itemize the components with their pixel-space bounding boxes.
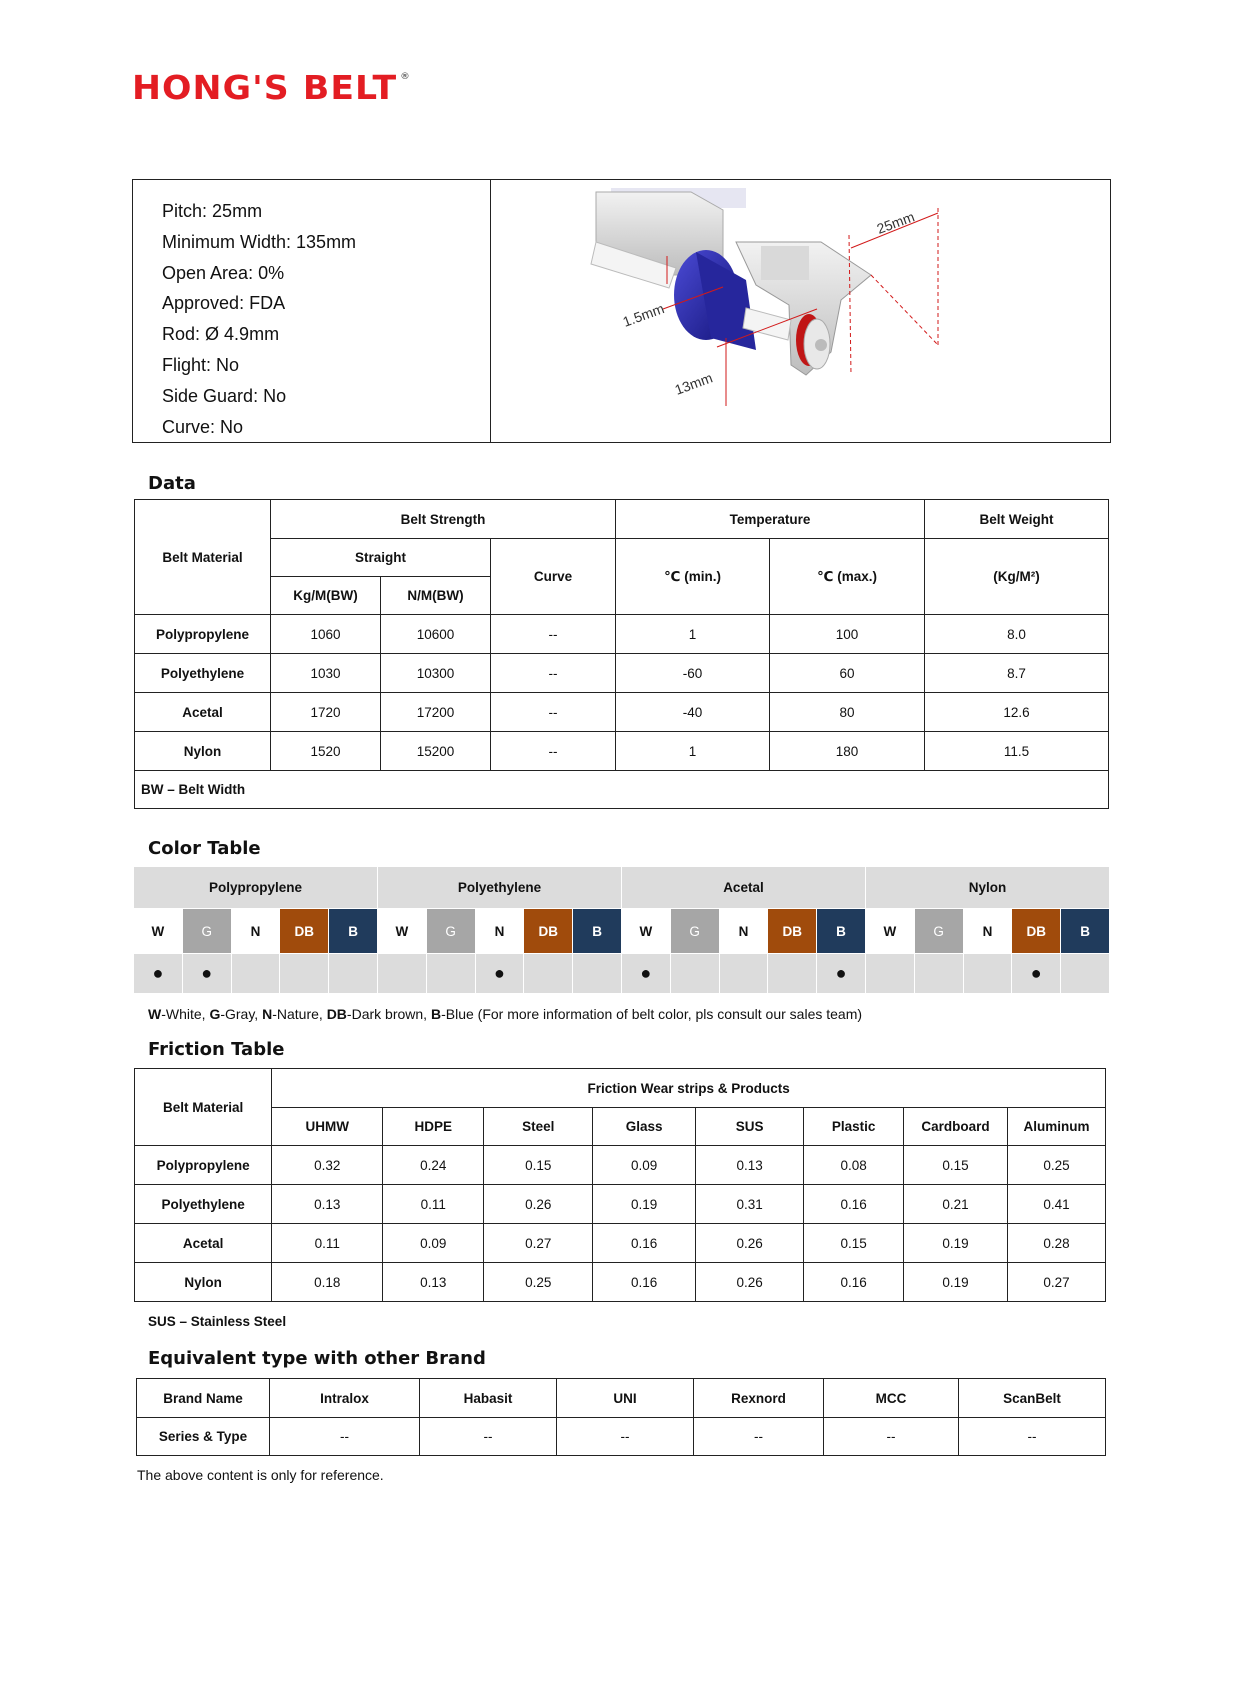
data-cell: 180	[770, 732, 925, 771]
data-cell: 1030	[271, 654, 381, 693]
equivalent-row-label: Series & Type	[137, 1418, 270, 1456]
friction-footnote: SUS – Stainless Steel	[148, 1314, 287, 1329]
availability-cell	[914, 954, 963, 994]
header-temp-max: ℃ (max.)	[770, 539, 925, 615]
data-cell: 11.5	[925, 732, 1109, 771]
legend-text: -Nature,	[272, 1006, 327, 1022]
spec-label: Approved	[162, 293, 240, 314]
friction-cell: 0.26	[696, 1263, 804, 1302]
color-code-n: N	[475, 909, 524, 954]
color-code-w: W	[134, 909, 183, 954]
legend-text: -Dark brown,	[346, 1006, 431, 1022]
availability-cell	[573, 954, 622, 994]
data-cell: 1720	[271, 693, 381, 732]
spec-box	[132, 179, 1111, 443]
friction-cell: 0.26	[484, 1185, 593, 1224]
header-curve: Curve	[491, 539, 616, 615]
availability-cell	[768, 954, 817, 994]
belt-module-illustration	[491, 180, 1111, 442]
color-section-title: Color Table	[148, 838, 261, 859]
legend-code: B	[430, 1006, 442, 1022]
data-cell: 1	[616, 732, 770, 771]
spec-separator: :	[206, 354, 217, 375]
data-cell: -60	[616, 654, 770, 693]
legend-code: N	[262, 1006, 273, 1022]
header-n-per-m: N/M(BW)	[381, 577, 491, 615]
color-code-w: W	[865, 909, 914, 954]
friction-cell: 0.16	[804, 1185, 904, 1224]
series-type-cell: --	[694, 1418, 824, 1456]
friction-cell: 0.16	[593, 1224, 696, 1263]
data-footnote: BW – Belt Width	[135, 771, 1109, 809]
color-table	[133, 866, 1110, 994]
data-row	[135, 732, 1109, 771]
header-belt-weight: Belt Weight	[925, 500, 1109, 539]
brand-name: HONG'S BELT	[132, 68, 398, 107]
data-cell: --	[491, 693, 616, 732]
color-code-db: DB	[768, 909, 817, 954]
friction-column-header: Plastic	[804, 1108, 904, 1146]
available-mark: ●	[621, 954, 670, 994]
color-code-g: G	[914, 909, 963, 954]
brand-name-cell: UNI	[557, 1379, 694, 1418]
friction-cell: 0.16	[804, 1263, 904, 1302]
registered-mark: ®	[400, 72, 411, 82]
friction-cell: 0.13	[383, 1263, 484, 1302]
data-cell: 15200	[381, 732, 491, 771]
brand-name-cell: MCC	[824, 1379, 959, 1418]
availability-cell	[1061, 954, 1110, 994]
data-row	[135, 693, 1109, 732]
material-name: Polypropylene	[135, 1146, 272, 1185]
color-code-db: DB	[280, 909, 329, 954]
color-code-b: B	[573, 909, 622, 954]
friction-header-group: Friction Wear strips & Products	[272, 1069, 1106, 1108]
friction-cell: 0.08	[804, 1146, 904, 1185]
data-cell: --	[491, 654, 616, 693]
color-group-header: Polyethylene	[377, 867, 621, 909]
series-type-cell: --	[824, 1418, 959, 1456]
spec-item	[162, 412, 490, 443]
legend-code: W	[148, 1006, 162, 1022]
disclaimer: The above content is only for reference.	[137, 1467, 384, 1483]
availability-cell	[280, 954, 329, 994]
data-cell: 1520	[271, 732, 381, 771]
spec-separator: :	[195, 324, 206, 345]
data-cell: -40	[616, 693, 770, 732]
brand-logo	[132, 68, 411, 107]
equivalent-table	[136, 1378, 1106, 1456]
color-code-g: G	[182, 909, 231, 954]
friction-cell: 0.15	[484, 1146, 593, 1185]
legend-text: -Blue (For more information of belt color, pls consult our sales team)	[441, 1006, 863, 1022]
color-code-b: B	[1061, 909, 1110, 954]
friction-column-header: Aluminum	[1007, 1108, 1105, 1146]
availability-cell	[231, 954, 280, 994]
availability-cell	[377, 954, 426, 994]
friction-cell: 0.27	[1007, 1263, 1105, 1302]
color-group-row	[134, 867, 1110, 909]
spec-label: Minimum Width	[162, 231, 287, 252]
material-name: Acetal	[135, 693, 271, 732]
spec-item	[162, 350, 490, 381]
friction-row	[135, 1224, 1106, 1263]
friction-cell: 0.09	[383, 1224, 484, 1263]
spec-separator: :	[248, 262, 259, 283]
data-cell: --	[491, 732, 616, 771]
spec-separator: :	[239, 293, 250, 314]
color-availability-row	[134, 954, 1110, 994]
friction-cell: 0.31	[696, 1185, 804, 1224]
color-code-w: W	[377, 909, 426, 954]
color-legend	[148, 1006, 862, 1022]
data-row	[135, 615, 1109, 654]
spec-item	[162, 288, 490, 319]
spec-separator: :	[286, 231, 297, 252]
availability-cell	[426, 954, 475, 994]
spec-separator: :	[202, 201, 213, 221]
material-name: Polyethylene	[135, 1185, 272, 1224]
friction-cell: 0.21	[904, 1185, 1008, 1224]
data-cell: 1	[616, 615, 770, 654]
series-type-cell: --	[557, 1418, 694, 1456]
brand-name-cell: Habasit	[420, 1379, 557, 1418]
friction-column-header: Glass	[593, 1108, 696, 1146]
friction-cell: 0.26	[696, 1224, 804, 1263]
material-name: Polyethylene	[135, 654, 271, 693]
spec-item	[162, 319, 490, 350]
legend-code: DB	[326, 1006, 347, 1022]
data-cell: 1060	[271, 615, 381, 654]
friction-cell: 0.15	[904, 1146, 1008, 1185]
data-cell: 100	[770, 615, 925, 654]
color-code-w: W	[621, 909, 670, 954]
color-code-b: B	[817, 909, 866, 954]
friction-cell: 0.32	[272, 1146, 383, 1185]
spec-value: 0%	[258, 262, 285, 283]
friction-column-header: Cardboard	[904, 1108, 1008, 1146]
friction-cell: 0.09	[593, 1146, 696, 1185]
spec-value: No	[216, 354, 240, 375]
data-cell: 60	[770, 654, 925, 693]
data-cell: 10600	[381, 615, 491, 654]
color-code-g: G	[670, 909, 719, 954]
color-code-b: B	[329, 909, 378, 954]
friction-header-material: Belt Material	[135, 1069, 272, 1146]
spec-label: Curve	[162, 416, 211, 437]
data-cell: 12.6	[925, 693, 1109, 732]
data-cell: 8.0	[925, 615, 1109, 654]
material-name: Acetal	[135, 1224, 272, 1263]
header-belt-strength: Belt Strength	[271, 500, 616, 539]
color-code-db: DB	[1012, 909, 1061, 954]
availability-cell	[963, 954, 1012, 994]
spec-label: Side Guard	[162, 385, 254, 406]
friction-cell: 0.16	[593, 1263, 696, 1302]
spec-value: 135mm	[296, 231, 357, 252]
availability-cell	[524, 954, 573, 994]
available-mark: ●	[475, 954, 524, 994]
series-type-cell: --	[959, 1418, 1106, 1456]
friction-cell: 0.25	[484, 1263, 593, 1302]
header-weight-unit: (Kg/M²)	[925, 539, 1109, 615]
spec-value: FDA	[249, 293, 286, 314]
availability-cell	[670, 954, 719, 994]
brand-name-cell: Intralox	[270, 1379, 420, 1418]
friction-column-header: Steel	[484, 1108, 593, 1146]
data-cell: 80	[770, 693, 925, 732]
brand-name-cell: Rexnord	[694, 1379, 824, 1418]
friction-cell: 0.41	[1007, 1185, 1105, 1224]
series-type-cell: --	[270, 1418, 420, 1456]
friction-cell: 0.11	[272, 1224, 383, 1263]
brand-name-cell: ScanBelt	[959, 1379, 1106, 1418]
spec-label: Flight	[162, 354, 207, 375]
header-temperature: Temperature	[616, 500, 925, 539]
height-dimension-label: 13mm	[672, 369, 715, 398]
friction-cell: 0.19	[904, 1263, 1008, 1302]
friction-cell: 0.25	[1007, 1146, 1105, 1185]
spec-value: 25mm	[212, 201, 263, 221]
color-code-db: DB	[524, 909, 573, 954]
material-name: Nylon	[135, 1263, 272, 1302]
data-row	[135, 654, 1109, 693]
spec-list	[133, 180, 491, 442]
available-mark: ●	[134, 954, 183, 994]
header-belt-material: Belt Material	[135, 500, 271, 615]
color-code-row	[134, 909, 1110, 954]
color-group-header: Acetal	[621, 867, 865, 909]
friction-cell: 0.28	[1007, 1224, 1105, 1263]
data-cell: 8.7	[925, 654, 1109, 693]
friction-cell: 0.18	[272, 1263, 383, 1302]
color-code-n: N	[231, 909, 280, 954]
friction-column-header: SUS	[696, 1108, 804, 1146]
friction-cell: 0.24	[383, 1146, 484, 1185]
friction-cell: 0.13	[696, 1146, 804, 1185]
material-name: Polypropylene	[135, 615, 271, 654]
color-group-header: Polypropylene	[134, 867, 378, 909]
available-mark: ●	[817, 954, 866, 994]
data-table	[134, 499, 1109, 809]
friction-row	[135, 1185, 1106, 1224]
data-cell: 10300	[381, 654, 491, 693]
spec-item	[162, 258, 490, 289]
data-cell: 17200	[381, 693, 491, 732]
available-mark: ●	[182, 954, 231, 994]
friction-cell: 0.19	[904, 1224, 1008, 1263]
friction-section-title: Friction Table	[148, 1039, 285, 1060]
friction-row	[135, 1263, 1106, 1302]
legend-text: -White,	[161, 1006, 210, 1022]
friction-cell: 0.11	[383, 1185, 484, 1224]
friction-cell: 0.27	[484, 1224, 593, 1263]
belt-diagram	[491, 180, 1110, 442]
spec-label: Rod	[162, 324, 196, 345]
color-group-header: Nylon	[865, 867, 1109, 909]
spec-separator: :	[253, 385, 264, 406]
legend-text: -Gray,	[220, 1006, 263, 1022]
availability-cell	[329, 954, 378, 994]
pitch-dimension-label: 25mm	[874, 208, 917, 237]
spec-value: Ø 4.9mm	[205, 324, 280, 345]
spec-label: Pitch	[162, 201, 203, 221]
spec-item	[162, 381, 490, 412]
data-cell: --	[491, 615, 616, 654]
color-code-g: G	[426, 909, 475, 954]
availability-cell	[865, 954, 914, 994]
friction-column-header: HDPE	[383, 1108, 484, 1146]
header-straight: Straight	[271, 539, 491, 577]
spec-item	[162, 227, 490, 258]
spec-item	[162, 196, 490, 227]
availability-cell	[719, 954, 768, 994]
spec-value: No	[220, 416, 244, 437]
color-code-n: N	[963, 909, 1012, 954]
header-temp-min: ℃ (min.)	[616, 539, 770, 615]
spec-separator: :	[210, 416, 221, 437]
color-code-n: N	[719, 909, 768, 954]
thickness-dimension-label: 1.5mm	[620, 300, 667, 330]
data-section-title: Data	[148, 473, 196, 494]
equivalent-row-label: Brand Name	[137, 1379, 270, 1418]
equivalent-section-title: Equivalent type with other Brand	[148, 1348, 486, 1369]
friction-column-header: UHMW	[272, 1108, 383, 1146]
header-kg-per-m: Kg/M(BW)	[271, 577, 381, 615]
legend-code: G	[209, 1006, 221, 1022]
available-mark: ●	[1012, 954, 1061, 994]
material-name: Nylon	[135, 732, 271, 771]
friction-cell: 0.13	[272, 1185, 383, 1224]
friction-row	[135, 1146, 1106, 1185]
spec-value: No	[263, 385, 287, 406]
spec-label: Open Area	[162, 262, 249, 283]
friction-table	[134, 1068, 1106, 1302]
friction-cell: 0.15	[804, 1224, 904, 1263]
friction-cell: 0.19	[593, 1185, 696, 1224]
series-type-cell: --	[420, 1418, 557, 1456]
